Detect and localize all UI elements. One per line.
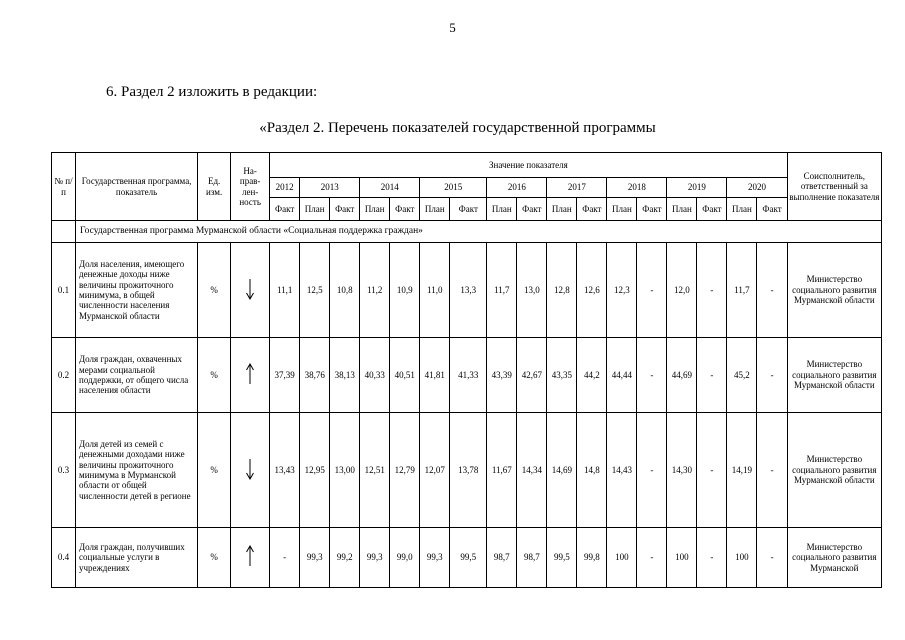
value-cell: 12,6 [577, 243, 607, 338]
header-direction: На- прав- лен- ность [231, 153, 270, 221]
value-cell: 44,69 [667, 338, 697, 413]
value-cell: 11,67 [487, 413, 517, 528]
value-cell: 100 [727, 528, 757, 588]
value-cell: 99,3 [300, 528, 330, 588]
value-cell: 11,7 [487, 243, 517, 338]
year-header: 2019 [667, 178, 727, 198]
value-cell: 43,35 [547, 338, 577, 413]
value-cell: 43,39 [487, 338, 517, 413]
row-number: 0.3 [52, 413, 76, 528]
value-cell: - [757, 413, 787, 528]
plan-header: План [360, 198, 390, 221]
value-cell: 41,33 [450, 338, 487, 413]
value-cell: 38,13 [330, 338, 360, 413]
value-cell: 99,2 [330, 528, 360, 588]
value-cell: 44,2 [577, 338, 607, 413]
indicator-name: Доля граждан, охваченных мерами социальной поддержки, от общего числа населения области [76, 338, 198, 413]
value-cell: 100 [607, 528, 637, 588]
row-number: 0.4 [52, 528, 76, 588]
value-cell: - [637, 243, 667, 338]
value-cell: 10,9 [390, 243, 420, 338]
value-cell: - [637, 413, 667, 528]
executor: Министерство социального развития Мурманской области [787, 413, 881, 528]
year-header: 2020 [727, 178, 787, 198]
value-cell: 14,43 [607, 413, 637, 528]
value-cell: 99,5 [547, 528, 577, 588]
value-cell: 11,1 [270, 243, 300, 338]
fact-header: Факт [697, 198, 727, 221]
section-instruction: 6. Раздел 2 изложить в редакции: [106, 84, 318, 100]
unit: % [198, 413, 231, 528]
fact-header: Факт [757, 198, 787, 221]
header-num: № п/п [52, 153, 76, 221]
year-header: 2014 [360, 178, 420, 198]
fact-header: Факт [270, 198, 300, 221]
year-header: 2012 [270, 178, 300, 198]
year-header: 2013 [300, 178, 360, 198]
value-cell: 12,5 [300, 243, 330, 338]
header-executor: Соисполнитель, ответственный за выполнение показателя [787, 153, 881, 221]
value-cell: 12,07 [420, 413, 450, 528]
value-cell: 12,8 [547, 243, 577, 338]
value-cell: 99,3 [420, 528, 450, 588]
unit: % [198, 528, 231, 588]
value-cell: 14,19 [727, 413, 757, 528]
plan-header: План [727, 198, 757, 221]
value-cell: 12,51 [360, 413, 390, 528]
value-cell: - [637, 338, 667, 413]
up-arrow-icon [245, 544, 255, 568]
value-cell: 99,0 [390, 528, 420, 588]
value-cell: 13,0 [517, 243, 547, 338]
direction-cell [231, 338, 270, 413]
value-cell: - [270, 528, 300, 588]
value-cell: - [757, 243, 787, 338]
plan-header: План [607, 198, 637, 221]
page-number: 5 [449, 20, 456, 35]
section-title: «Раздел 2. Перечень показателей государственной программы [259, 120, 656, 136]
program-title-row: Государственная программа Мурманской области «Социальная поддержка граждан» [76, 221, 882, 243]
value-cell: 99,8 [577, 528, 607, 588]
value-cell: 10,8 [330, 243, 360, 338]
table-row [52, 338, 882, 413]
plan-header: План [667, 198, 697, 221]
table-row [52, 413, 882, 528]
value-cell: 100 [667, 528, 697, 588]
value-cell: - [697, 243, 727, 338]
header-unit: Ед. изм. [198, 153, 231, 221]
table-row [52, 243, 882, 338]
value-cell: - [637, 528, 667, 588]
value-cell: 37,39 [270, 338, 300, 413]
direction-cell [231, 528, 270, 588]
value-cell: 14,8 [577, 413, 607, 528]
value-cell: 12,79 [390, 413, 420, 528]
indicator-name: Доля граждан, получивших социальные услуги в учреждениях [76, 528, 198, 588]
year-header: 2016 [487, 178, 547, 198]
fact-header: Факт [637, 198, 667, 221]
value-cell: 14,30 [667, 413, 697, 528]
value-cell: 12,0 [667, 243, 697, 338]
value-cell: 40,33 [360, 338, 390, 413]
value-cell: 13,78 [450, 413, 487, 528]
direction-cell [231, 243, 270, 338]
value-cell: - [697, 338, 727, 413]
value-cell: 99,5 [450, 528, 487, 588]
fact-header: Факт [330, 198, 360, 221]
row-number: 0.1 [52, 243, 76, 338]
value-cell: - [697, 413, 727, 528]
direction-cell [231, 413, 270, 528]
value-cell: 99,3 [360, 528, 390, 588]
plan-header: План [300, 198, 330, 221]
indicator-name: Доля детей из семей с денежными доходами ниже величины прожиточного минимума в Мурманской области от общей численности детей в регионе [76, 413, 198, 528]
fact-header: Факт [450, 198, 487, 221]
year-header: 2018 [607, 178, 667, 198]
header-values: Значение показателя [270, 153, 788, 178]
up-arrow-icon [245, 362, 255, 386]
value-cell: 42,67 [517, 338, 547, 413]
executor: Министерство социального развития Мурманской [787, 528, 881, 588]
value-cell: - [697, 528, 727, 588]
value-cell: 11,0 [420, 243, 450, 338]
value-cell: 98,7 [487, 528, 517, 588]
table-row [52, 528, 882, 588]
value-cell: 12,3 [607, 243, 637, 338]
fact-header: Факт [390, 198, 420, 221]
value-cell: 45,2 [727, 338, 757, 413]
value-cell: 11,7 [727, 243, 757, 338]
value-cell: - [757, 528, 787, 588]
indicator-name: Доля населения, имеющего денежные доходы ниже величины прожиточного минимума, в общей численности населения Мурманской области [76, 243, 198, 338]
value-cell: 40,51 [390, 338, 420, 413]
value-cell: 11,2 [360, 243, 390, 338]
value-cell: 13,3 [450, 243, 487, 338]
value-cell: - [757, 338, 787, 413]
year-header: 2015 [420, 178, 487, 198]
unit: % [198, 243, 231, 338]
value-cell: 12,95 [300, 413, 330, 528]
value-cell: 41,81 [420, 338, 450, 413]
value-cell: 38,76 [300, 338, 330, 413]
value-cell: 44,44 [607, 338, 637, 413]
down-arrow-icon [245, 457, 255, 481]
header-indicator: Государственная программа, показатель [76, 153, 198, 221]
plan-header: План [487, 198, 517, 221]
plan-header: План [547, 198, 577, 221]
indicators-table [51, 152, 882, 588]
fact-header: Факт [577, 198, 607, 221]
value-cell: 14,34 [517, 413, 547, 528]
plan-header: План [420, 198, 450, 221]
row-number: 0.2 [52, 338, 76, 413]
value-cell: 13,00 [330, 413, 360, 528]
value-cell: 13,43 [270, 413, 300, 528]
unit: % [198, 338, 231, 413]
fact-header: Факт [517, 198, 547, 221]
year-header: 2017 [547, 178, 607, 198]
value-cell: 14,69 [547, 413, 577, 528]
executor: Министерство социального развития Мурманской области [787, 243, 881, 338]
value-cell: 98,7 [517, 528, 547, 588]
executor: Министерство социального развития Мурманской области [787, 338, 881, 413]
down-arrow-icon [245, 277, 255, 301]
